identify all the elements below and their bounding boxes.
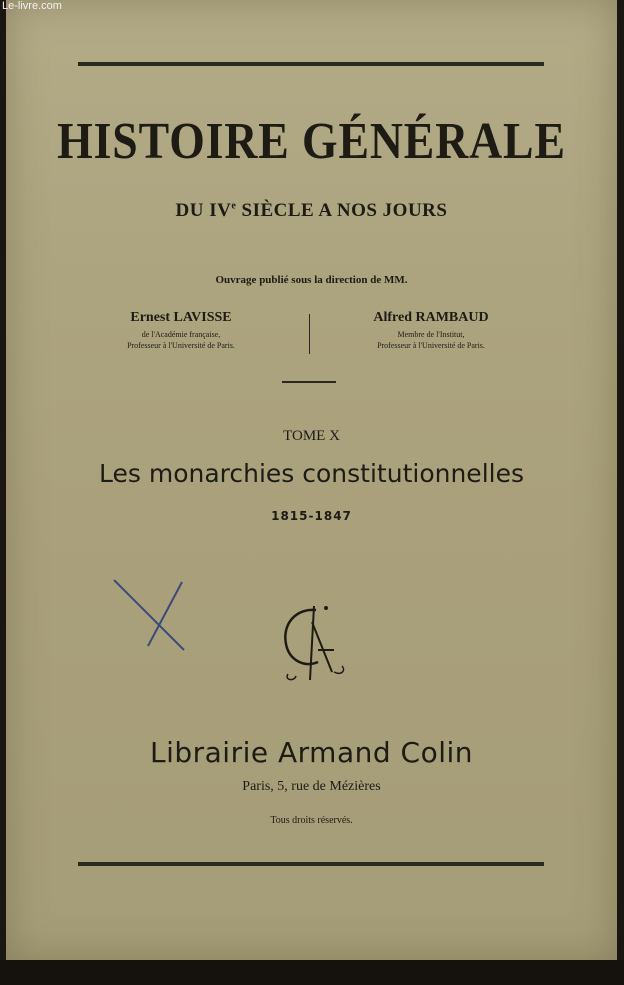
author-affiliation: de l'Académie française, Professeur à l'Université de Paris.: [127, 330, 235, 350]
author-lavisse: [56, 310, 306, 351]
background-strip: [0, 960, 624, 985]
direction-line: Ouvrage publié sous la direction de MM.: [215, 274, 408, 286]
site-watermark: Le-livre.com: [2, 0, 62, 12]
book-title: HISTOIRE GÉNÉRALE: [57, 113, 566, 170]
section-divider: [282, 381, 336, 383]
top-rule: [78, 62, 544, 66]
pencil-cross-mark-icon: [110, 576, 190, 656]
author-name: Ernest LAVISSE: [130, 310, 232, 325]
bottom-rule: [78, 862, 544, 866]
publisher-monogram-icon: [274, 602, 350, 684]
author-name: Alfred RAMBAUD: [373, 310, 489, 325]
tome-number: TOME X: [283, 428, 340, 444]
author-rambaud: [306, 310, 556, 351]
volume-dates: 1815-1847: [271, 509, 352, 523]
author-affiliation: Membre de l'Institut, Professeur à l'Université de Paris.: [377, 330, 485, 350]
publisher-address: Paris, 5, rue de Mézières: [242, 779, 381, 794]
rights-notice: Tous droits réservés.: [270, 815, 353, 826]
publisher-name: Librairie Armand Colin: [149, 736, 474, 769]
book-subtitle: DU IVe SIÈCLE A NOS JOURS: [175, 200, 448, 221]
book-cover: [6, 0, 617, 960]
volume-title: Les monarchies constitutionnelles: [99, 459, 524, 488]
